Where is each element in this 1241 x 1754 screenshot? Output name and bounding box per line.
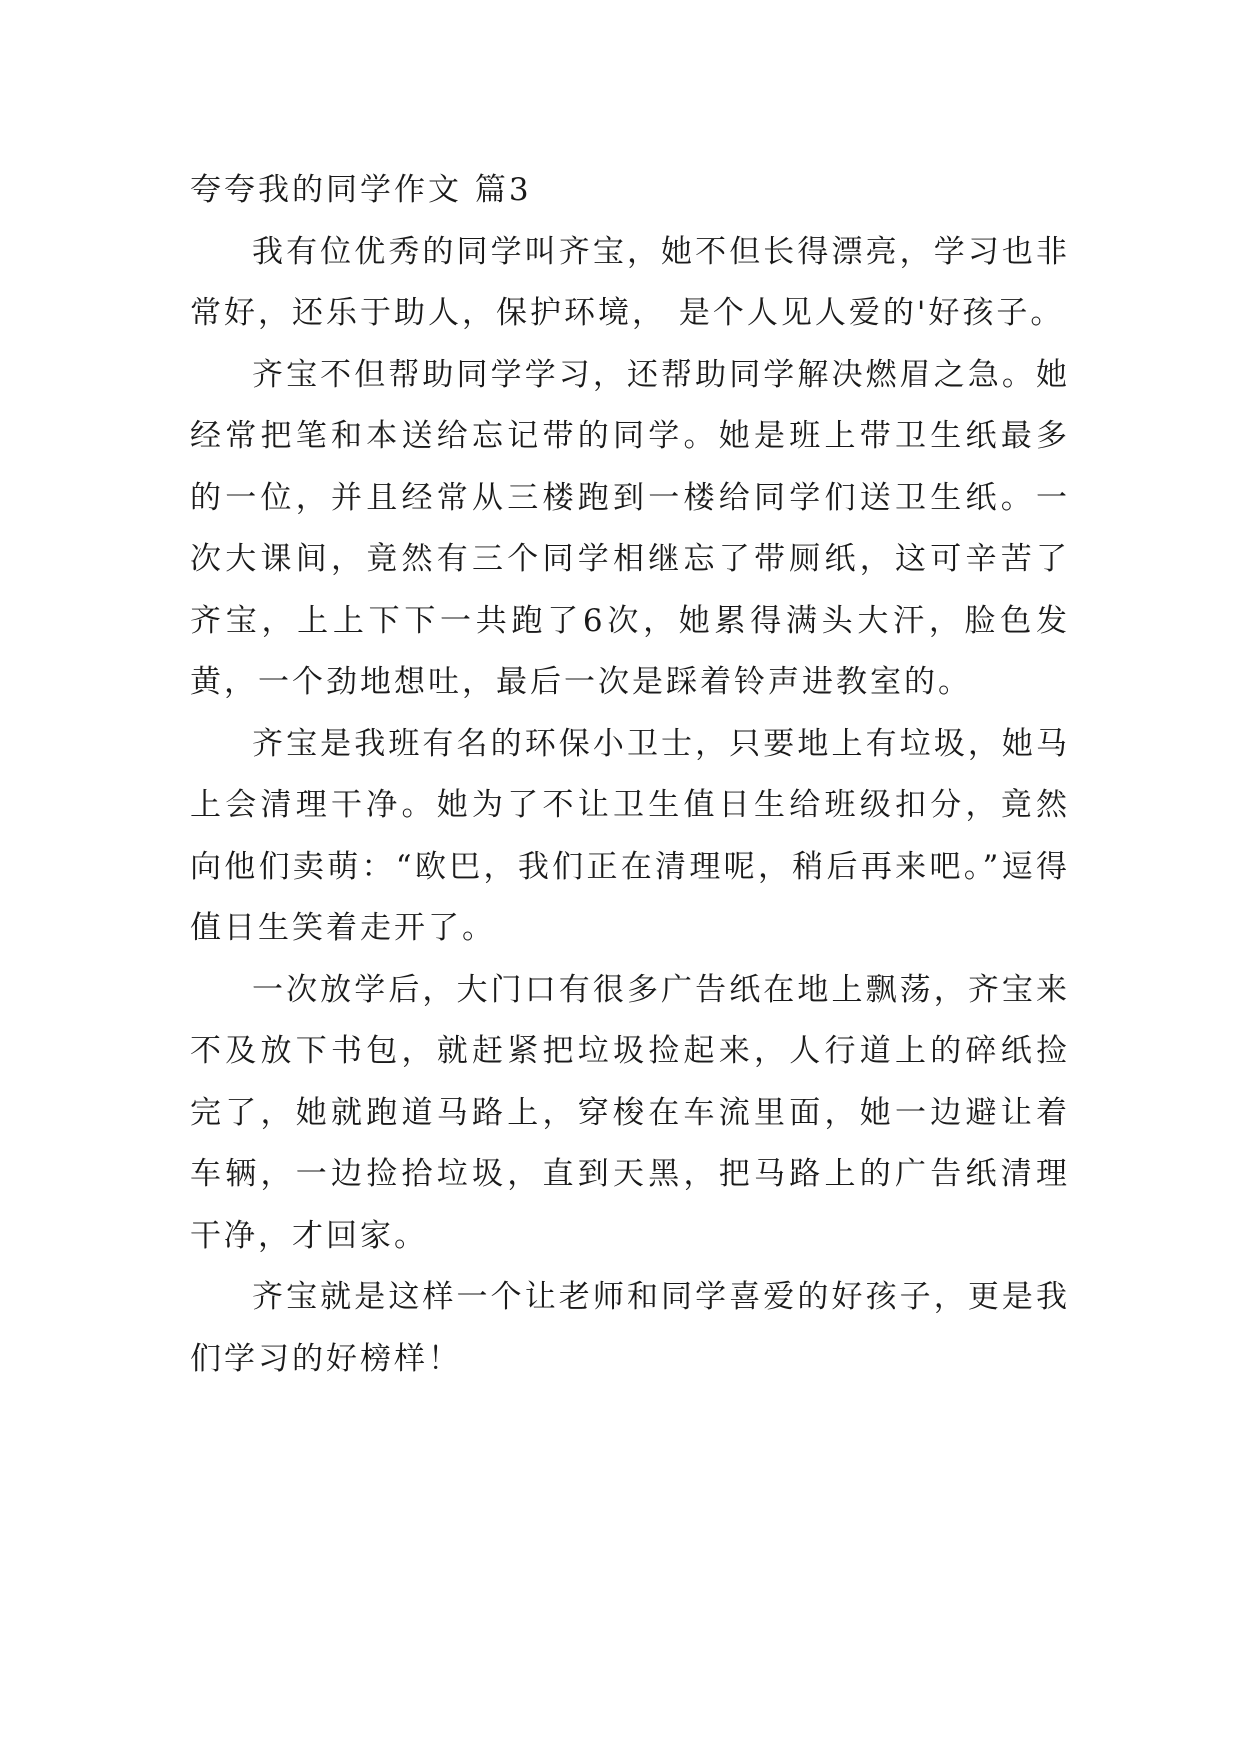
essay-body [190,160,1070,1390]
paragraph-2: 齐宝不但帮助同学学习，还帮助同学解决燃眉之急。她经常把笔和本送给忘记带的同学。她是班上带卫生纸最多的一位，并且经常从三楼跑到一楼给同学们送卫生纸。一次大课间，竟然有三个同学相继忘了带厕纸，这可辛苦了齐宝，上上下下一共跑了6次，她累得满头大汗，脸色发黄，一个劲地想吐，最后一次是踩着铃声进教室的。 [190,356,1070,700]
paragraph-5: 齐宝就是这样一个让老师和同学喜爱的好孩子，更是我们学习的好榜样！ [190,1279,1070,1377]
paragraph-4: 一次放学后，大门口有很多广告纸在地上飘荡，齐宝来不及放下书包，就赶紧把垃圾捡起来，人行道上的碎纸捡完了，她就跑道马路上，穿梭在车流里面，她一边避让着车辆，一边捡拾垃圾，直到天黑，把马路上的广告纸清理干净，才回家。 [190,971,1070,1254]
paragraph-3: 齐宝是我班有名的环保小卫士，只要地上有垃圾，她马上会清理干净。她为了不让卫生值日生给班级扣分，竟然向他们卖萌：“欧巴，我们正在清理呢，稍后再来吧。”逗得值日生笑着走开了。 [190,725,1070,946]
paragraph-1: 我有位优秀的同学叫齐宝，她不但长得漂亮，学习也非常好，还乐于助人，保护环境， 是个人见人爱的'好孩子。 [190,233,1070,331]
essay-title: 夸夸我的同学作文 篇3 [190,172,532,208]
